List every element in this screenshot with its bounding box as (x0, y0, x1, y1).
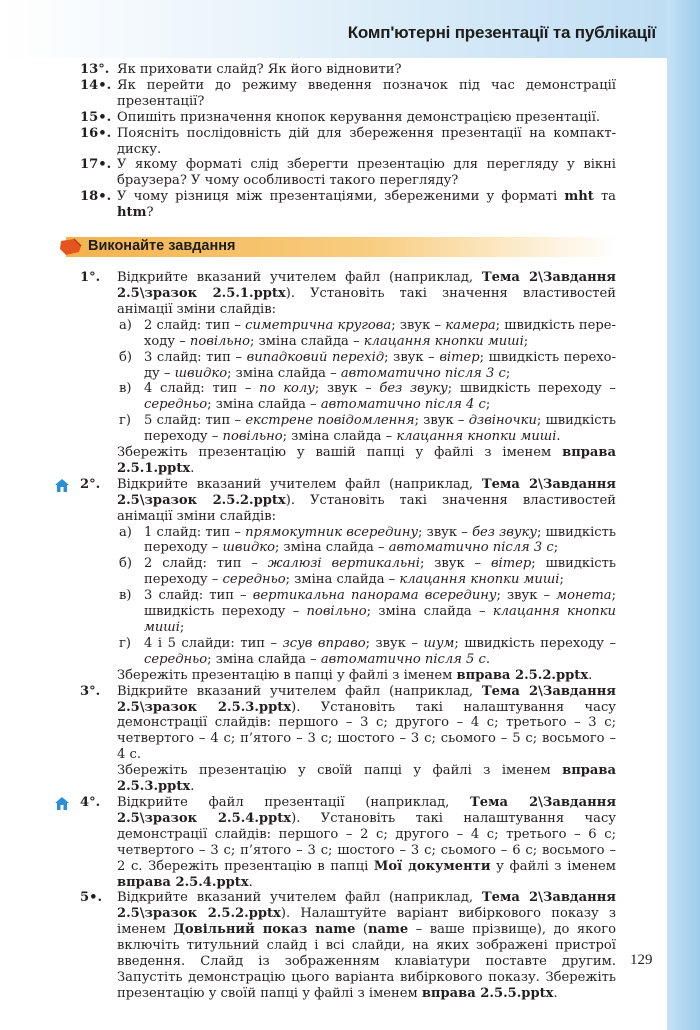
task-3 (60, 684, 616, 795)
question-number: 15•. (80, 109, 112, 125)
task-2 (60, 477, 616, 684)
task-intro: Відкрийте вказаний учителем файл (наприклад, Тема 2\Завдання 2.5\зразок 2.5.2.pptx). Установіть такі значення властивостей анімації зміни слайдів: (117, 476, 616, 524)
task-subitem: б) 2 слайд: тип – жалюзі вертикальні; звук – вітер; швидкість переходу – середньо; зміна слайда – клацання кнопки миші; (119, 556, 616, 588)
file-path: Тема 2\Завдання 2.5\зразок 2.5.3.pptx (117, 683, 616, 715)
section-banner (58, 236, 616, 258)
pencil-icon (58, 237, 84, 257)
task-number: 1°. (80, 270, 101, 286)
task-subitem: а) 2 слайд: тип – симетрична кругова; звук – камера; швидкість переходу – повільно; зміна слайда – клацання кнопки миші; (119, 317, 616, 349)
task-subitem: г) 5 слайд: тип – екстрене повідомлення; звук – дзвіночки; швидкість переходу – повільно; зміна слайда – клацання кнопки миші. (119, 413, 616, 445)
side-color-strip (667, 0, 700, 1030)
home-icon (54, 478, 70, 493)
question-number: 14•. (80, 77, 112, 93)
task-4 (60, 795, 616, 890)
file-name: вправа 2.5.5.pptx (421, 985, 554, 1001)
question-14 (60, 78, 616, 110)
task-intro: Відкрийте вказаний учителем файл (наприклад, Тема 2\Завдання 2.5\зразок 2.5.2.pptx). Налаштуйте варіант вибіркового показу з іменем Довільний показ name (name – ваше прізвище), до якого включіть титульний слайд і всі слайди, на яких зображені пристрої введення. Слайд із зображенням клавіатури поставте другим. Запустіть демонстрацію цього варіанта вибіркового показу. Збережіть презентацію у своїй папці у файлі з іменем вправа 2.5.5.pptx. (117, 890, 617, 1001)
question-text: Як приховати слайд? Як його відновити? (117, 62, 402, 77)
question-text: У чому різниця між презентаціями, збереженими у форматі (117, 189, 565, 205)
question-18 (60, 189, 616, 221)
page-number: 129 (630, 952, 653, 968)
task-save-line: Збережіть презентацію в папці у файлі з іменем вправа 2.5.2.pptx. (117, 667, 593, 683)
task-subitem: в) 3 слайд: тип – вертикальна панорама всередину; звук – монета; швидкість переходу – повільно; зміна слайда – клацання кнопки миші; (119, 588, 616, 635)
file-path: Тема 2\Завдання 2.5\зразок 2.5.4.pptx (117, 794, 616, 826)
task-subitem: б) 3 слайд: тип – випадковий перехід; звук – вітер; швидкість переходу – швидко; зміна слайда – автоматично після 3 с; (119, 349, 616, 381)
task-5 (60, 890, 616, 1001)
chapter-title: Комп'ютерні презентації та публікації (347, 23, 656, 42)
task-intro: Відкрийте файл презентації (наприклад, Тема 2\Завдання 2.5\зразок 2.5.4.pptx). Установіть такі налаштування часу демонстрації слайдів: першого – 2 с; другого – 4 с; третього – 6 с; четвертого – 3 с; п’ятого – 3 с; шостого – 3 с; сьомого – 6 с; восьмого – 2 с. Збережіть презентацію в папці Мої документи у файлі з іменем вправа 2.5.4.pptx. (117, 794, 616, 890)
folder-name: Мої документи (373, 858, 491, 874)
question-number: 16•. (80, 125, 112, 141)
home-icon (54, 796, 70, 811)
file-name: вправа 2.5.1.pptx (117, 445, 616, 476)
question-text: У якому форматі слід зберегти презентацію для перегляду у вікні браузера? У чому особливості такого перегляду? (117, 157, 616, 189)
question-13 (60, 62, 616, 78)
question-text: Як перейти до режиму введення позначок під час демонстрації презентації? (117, 77, 616, 109)
file-name: вправа 2.5.3.pptx (117, 763, 616, 795)
section-title: Виконайте завдання (88, 238, 236, 255)
task-number: 4°. (80, 794, 101, 810)
question-number: 13°. (80, 62, 110, 77)
name-word: name (368, 922, 409, 938)
question-16 (60, 126, 616, 158)
page-content (60, 62, 616, 1002)
question-text: Опишіть призначення кнопок керування демонстрацією презентації. (117, 109, 601, 125)
file-path: Тема 2\Завдання 2.5\зразок 2.5.2.pptx (117, 476, 616, 508)
format-htm: htm (117, 205, 147, 221)
task-1 (60, 270, 616, 477)
task-subitem: а) 1 слайд: тип – прямокутник всередину; звук – без звуку; швидкість переходу – швидко; зміна слайда – автоматично після 3 с; (119, 524, 616, 556)
format-mht: mht (564, 189, 594, 205)
task-number: 2°. (80, 476, 101, 492)
show-name: Довільний показ name (173, 922, 356, 938)
file-name: вправа 2.5.2.pptx (456, 667, 589, 683)
task-save-line: Збережіть презентацію у своїй папці у файлі з іменем вправа 2.5.3.pptx. (117, 763, 616, 795)
question-17 (60, 157, 616, 189)
question-number: 18•. (80, 189, 112, 205)
task-number: 5•. (80, 890, 103, 906)
task-intro: Відкрийте вказаний учителем файл (наприклад, Тема 2\Завдання 2.5\зразок 2.5.3.pptx). Установіть такі налаштування часу демонстрації слайдів: першого – 3 с; другого – 4 с; третього – 3 с; четвертого – 4 с; п’ятого – 3 с; шостого – 3 с; сьомого – 5 с; восьмого – 4 с. (117, 683, 616, 763)
task-number: 3°. (80, 683, 101, 699)
file-path: Тема 2\Завдання 2.5\зразок 2.5.1.pptx (117, 270, 616, 301)
task-save-line: Збережіть презентацію у вашій папці у файлі з іменем вправа 2.5.1.pptx. (117, 445, 616, 476)
question-15 (60, 110, 616, 126)
file-name: вправа 2.5.4.pptx (117, 874, 249, 890)
task-subitem: г) 4 і 5 слайди: тип – зсув вправо; звук – шум; швидкість переходу – середньо; зміна слайда – автоматично після 5 с. (119, 635, 616, 667)
file-path: Тема 2\Завдання 2.5\зразок 2.5.2.pptx (117, 890, 616, 922)
task-subitem: в) 4 слайд: тип – по колу; звук – без звуку; швидкість переходу – середньо; зміна слайда – автоматично після 4 с; (119, 381, 616, 413)
task-intro: Відкрийте вказаний учителем файл (наприклад, Тема 2\Завдання 2.5\зразок 2.5.1.pptx). Установіть такі значення властивостей анімації зміни слайдів: (117, 270, 616, 317)
question-text: ? (146, 205, 154, 221)
question-text: та (593, 189, 616, 205)
question-text: Поясніть послідовність дій для збереження презентації на компакт-диску. (117, 125, 616, 157)
question-number: 17•. (80, 157, 112, 173)
